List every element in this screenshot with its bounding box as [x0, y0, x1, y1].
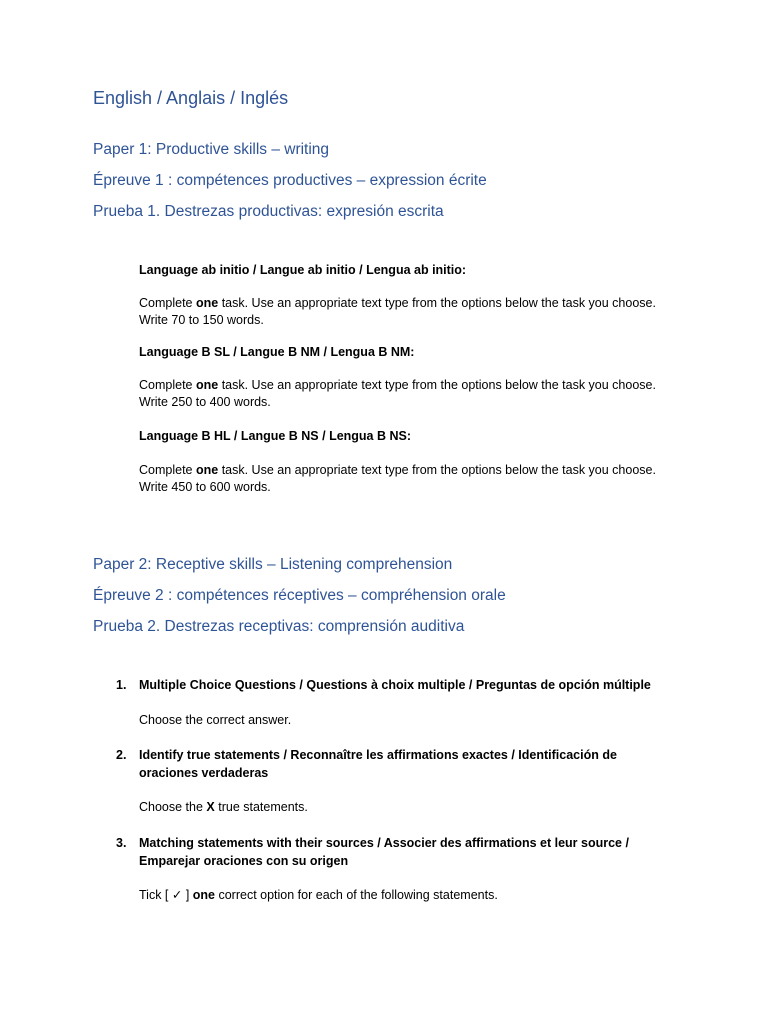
- item-number: 3.: [116, 836, 127, 850]
- item-number: 2.: [116, 748, 127, 762]
- paper2-heading-es: Prueba 2. Destrezas receptivas: comprensión auditiva: [93, 618, 465, 635]
- level-ab-initio: [139, 262, 659, 330]
- level-label: Language B HL / Langue B NS / Lengua B NS:: [139, 429, 412, 443]
- page-title: English / Anglais / Inglés: [93, 88, 289, 108]
- level-instruction: Complete one task. Use an appropriate text type from the options below the task you choose. Write 450 to 600 words.: [139, 462, 656, 494]
- paper2-heading-fr: Épreuve 2 : compétences réceptives – compréhension orale: [93, 587, 506, 604]
- paper1-heading-en: Paper 1: Productive skills – writing: [93, 141, 330, 158]
- level-b-sl: [139, 344, 659, 412]
- paper1-heading-es: Prueba 1. Destrezas productivas: expresión escrita: [93, 203, 444, 220]
- question-type-1: [116, 677, 676, 729]
- level-label: Language B SL / Langue B NM / Lengua B NM:: [139, 345, 415, 359]
- paper2-heading-en: Paper 2: Receptive skills – Listening comprehension: [93, 556, 453, 573]
- level-label: Language ab initio / Langue ab initio / Lengua ab initio:: [139, 263, 467, 277]
- question-type-2: [116, 747, 676, 817]
- item-title: Matching statements with their sources / Associer des affirmations et leur source / Emparejar oraciones con su origen: [139, 836, 629, 868]
- item-title: Identify true statements / Reconnaître les affirmations exactes / Identificación de oraciones verdaderas: [139, 748, 617, 780]
- paper1-heading-fr: Épreuve 1 : compétences productives – expression écrite: [93, 172, 487, 189]
- item-title: Multiple Choice Questions / Questions à choix multiple / Preguntas de opción múltiple: [139, 678, 651, 692]
- question-type-3: [116, 835, 676, 905]
- level-instruction: Complete one task. Use an appropriate text type from the options below the task you choose. Write 70 to 150 words.: [139, 295, 656, 327]
- item-number: 1.: [116, 678, 127, 692]
- level-instruction: Complete one task. Use an appropriate text type from the options below the task you choose. Write 250 to 400 words.: [139, 377, 656, 409]
- item-instruction: Tick [ ✓ ] one correct option for each of the following statements.: [139, 888, 498, 902]
- level-b-hl: [139, 428, 659, 497]
- item-instruction: Choose the correct answer.: [139, 712, 292, 727]
- item-instruction: Choose the X true statements.: [139, 800, 308, 814]
